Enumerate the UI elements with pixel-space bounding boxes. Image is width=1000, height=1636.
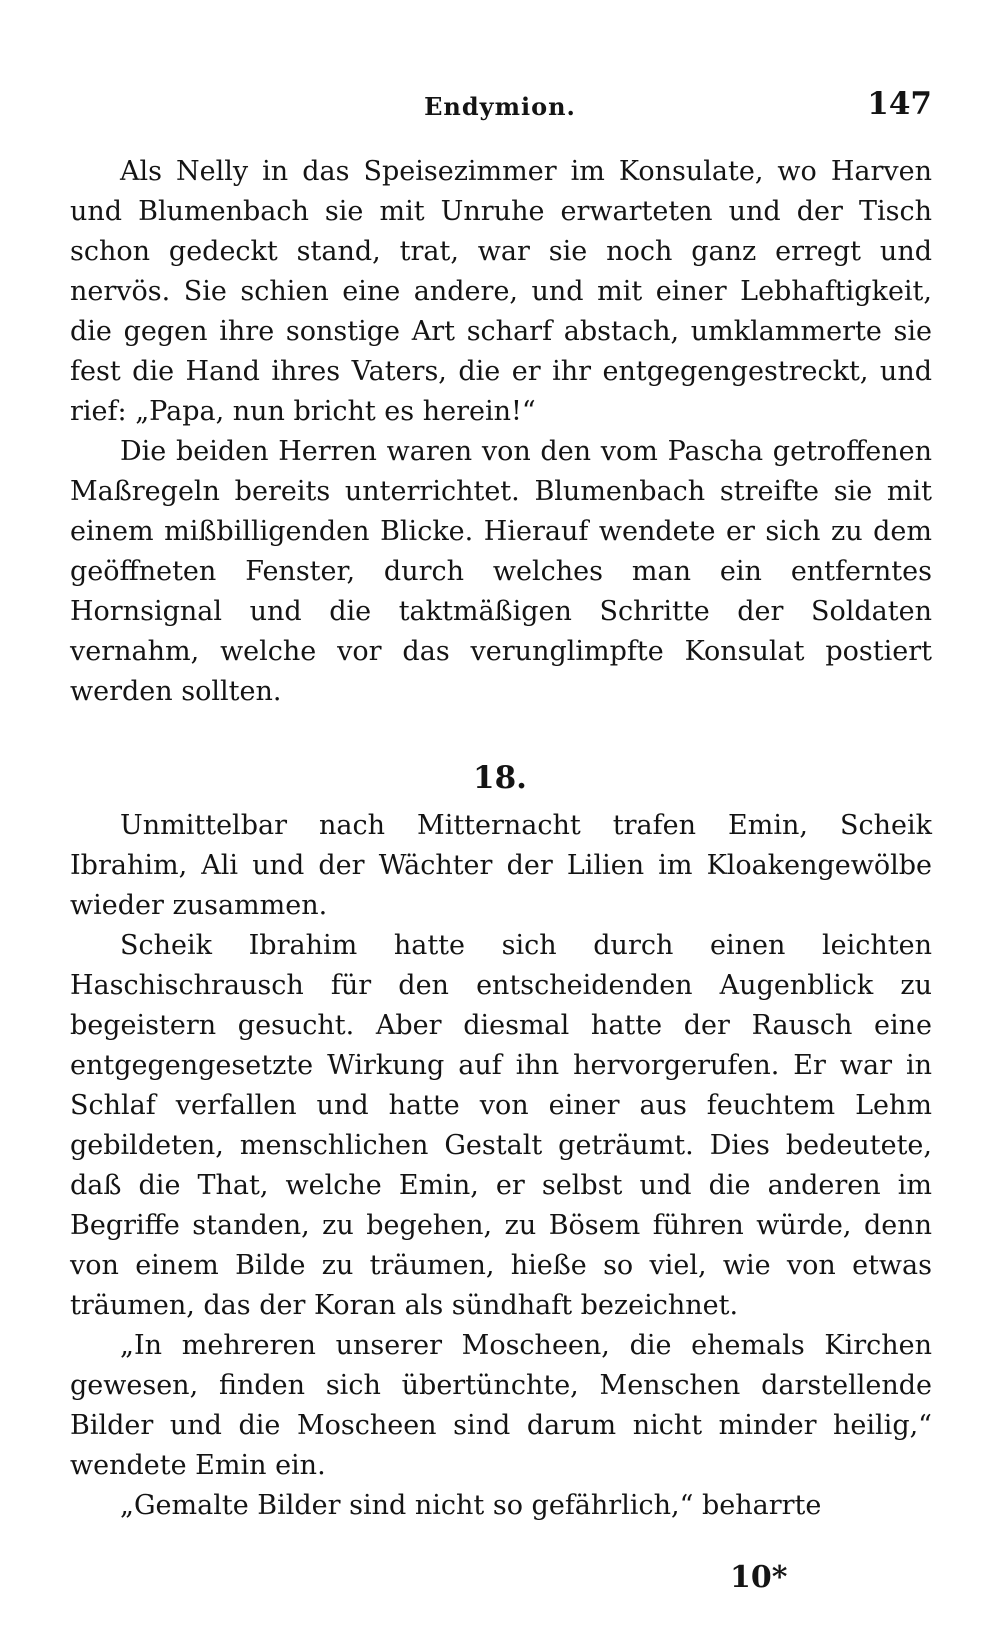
paragraph: Als Nelly in das Speisezimmer im Konsulate, wo Harven und Blumenbach sie mit Unruhe erwarteten und der Tisch schon gedeckt stand, trat, war sie noch ganz erregt und nervös. Sie schien eine andere, und mit einer Lebhaftigkeit, die gegen ihre sonstige Art scharf abstach, umklammerte sie fest die Hand ihres Vaters, die er ihr entgegengestreckt, und rief: „Papa, nun bricht es herein!“	[70, 156, 932, 427]
paragraph: Die beiden Herren waren von den vom Pascha getroffenen Maßregeln bereits unterrichtet. Blumenbach streifte sie mit einem mißbilligenden Blicke. Hierauf wendete er sich zu dem geöffneten Fenster, durch welches man ein entferntes Hornsignal und die taktmäßigen Schritte der Soldaten vernahm, welche vor das verunglimpfte Konsulat postiert werden sollten.	[70, 436, 932, 707]
paragraph: „Gemalte Bilder sind nicht so gefährlich,“ beharrte	[120, 1490, 822, 1521]
section-text-before-chapter	[70, 152, 932, 712]
paragraph: „In mehreren unserer Moscheen, die ehemals Kirchen gewesen, finden sich übertünchte, Menschen darstellende Bilder und die Moscheen sind darum nicht minder heilig,“ wendete Emin ein.	[70, 1330, 932, 1481]
running-title: Endymion.	[424, 92, 576, 121]
page-header	[68, 86, 932, 134]
signature-mark: 10*	[730, 1560, 788, 1595]
paragraph: Scheik Ibrahim hatte sich durch einen leichten Haschischrausch für den entscheidenden Augenblick zu begeistern gesucht. Aber diesmal hatte der Rausch eine entgegengesetzte Wirkung auf ihn hervorgerufen. Er war in Schlaf verfallen und hatte von einer aus feuchtem Lehm gebildeten, menschlichen Gestalt geträumt. Dies bedeutete, daß die That, welche Emin, er selbst und die anderen im Begriffe standen, zu begehen, zu Bösem führen würde, denn von einem Bilde zu träumen, hieße so viel, wie von etwas träumen, das der Koran als sündhaft bezeichnet.	[70, 930, 932, 1321]
chapter-text	[70, 806, 932, 1526]
chapter-number: 18.	[473, 760, 527, 796]
page-number: 147	[867, 86, 932, 122]
paragraph: Unmittelbar nach Mitternacht trafen Emin, Scheik Ibrahim, Ali und der Wächter der Lilien im Kloakengewölbe wieder zusammen.	[70, 810, 932, 921]
